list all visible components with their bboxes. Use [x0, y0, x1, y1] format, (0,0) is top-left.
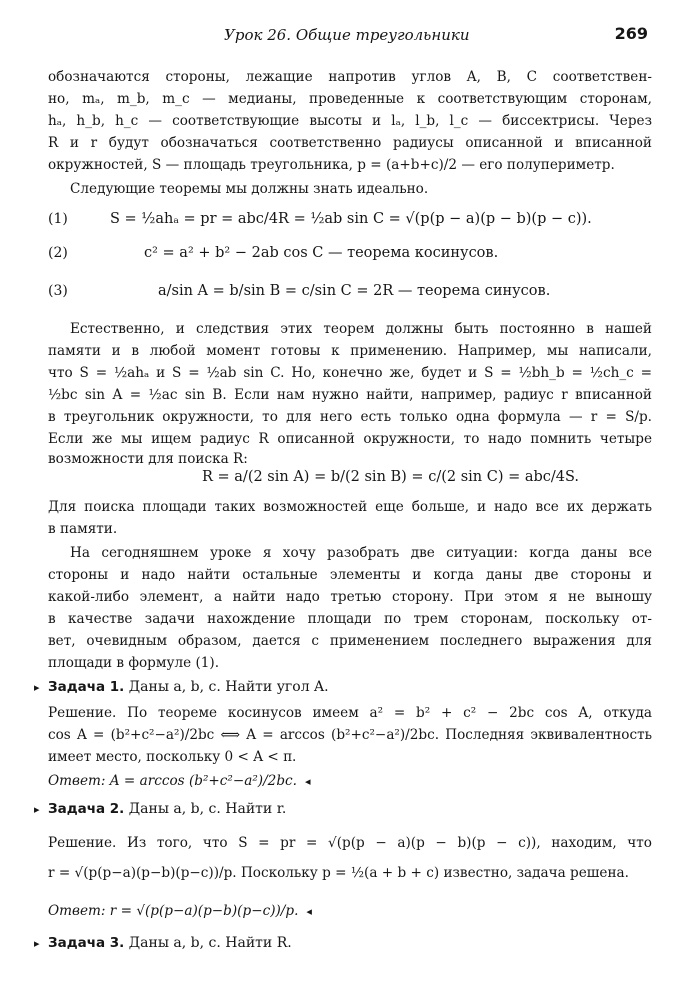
- header-title: Урок 26. Общие треугольники: [224, 26, 470, 44]
- text-line: На сегодняшнем уроке я хочу разобрать две ситуации: когда даны все: [70, 545, 652, 561]
- formula-sine-theorem: a/sin A = b/sin B = c/sin C = 2R — теорема синусов.: [158, 283, 551, 299]
- answer-text: Ответ: r = √(p(p−a)(p−b)(p−c))/p.: [48, 903, 299, 919]
- text-line: в треугольник окружности, то для него есть только одна формула — r = S/p.: [48, 409, 652, 425]
- formula-number: (2): [48, 245, 68, 261]
- running-header: [48, 22, 648, 46]
- task-label: Задача 2.: [48, 801, 125, 817]
- solution-line: Решение. По теореме косинусов имеем a² = b² + c² − 2bc cos A, откуда: [48, 705, 652, 721]
- text-line: что S = ½ahₐ и S = ½ab sin C. Но, конечно же, будет и S = ½bh_b = ½ch_c =: [48, 365, 652, 381]
- text-line: но, mₐ, m_b, m_c — медианы, проведенные к соответствующим сторонам,: [48, 91, 652, 107]
- text-line: стороны и надо найти остальные элементы и когда даны две стороны и: [48, 567, 652, 583]
- solution-line: Решение. Из того, что S = pr = √(p(p − a)(p − b)(p − c)), находим, что: [48, 835, 652, 851]
- formula-circumradius: R = a/(2 sin A) = b/(2 sin B) = c/(2 sin C) = abc/4S.: [202, 469, 580, 485]
- text-line: в качестве задачи нахождение площади по трем сторонам, поскольку от-: [48, 611, 652, 627]
- text-line: памяти и в любой момент готовы к применению. Например, мы написали,: [48, 343, 652, 359]
- text-line: вет, очевидным образом, дается с применением последнего выражения для: [48, 633, 652, 649]
- task-statement: Даны a, b, c. Найти угол A.: [128, 679, 329, 695]
- text-line: Для поиска площади таких возможностей еще больше, и надо все их держать: [48, 499, 652, 515]
- answer-line: [48, 770, 652, 793]
- triangle-right-icon: ▸: [34, 803, 40, 816]
- page-number: 269: [614, 24, 648, 43]
- triangle-left-icon: ◂: [304, 775, 311, 788]
- triangle-right-icon: ▸: [34, 937, 40, 950]
- task-1-heading: [34, 676, 652, 699]
- text-line: возможности для поиска R:: [48, 451, 248, 467]
- formula-cosine-theorem: c² = a² + b² − 2ab cos C — теорема косинусов.: [144, 245, 499, 261]
- text-line: Если же мы ищем радиус R описанной окружности, то надо помнить четыре: [48, 431, 652, 447]
- formula-area: S = ½ahₐ = pr = abc/4R = ½ab sin C = √(p(p − a)(p − b)(p − c)).: [110, 211, 592, 227]
- text-line: ½bc sin A = ½ac sin B. Если нам нужно найти, например, радиус r вписанной: [48, 387, 652, 403]
- formula-number: (1): [48, 211, 68, 227]
- text-line: R и r будут обозначаться соответственно радиусы описанной и вписанной: [48, 135, 652, 151]
- task-statement: Даны a, b, c. Найти R.: [128, 935, 292, 951]
- solution-line: имеет место, поскольку 0 < A < π.: [48, 749, 297, 765]
- answer-text: Ответ: A = arccos (b²+c²−a²)/2bc.: [48, 773, 297, 789]
- task-label: Задача 1.: [48, 679, 125, 695]
- text-line: какой-либо элемент, а найти надо третью сторону. При этом я не выношу: [48, 589, 652, 605]
- text-line: обозначаются стороны, лежащие напротив углов A, B, C соответствен-: [48, 69, 652, 85]
- text-line: Естественно, и следствия этих теорем должны быть постоянно в нашей: [70, 321, 652, 337]
- solution-line: cos A = (b²+c²−a²)/2bc ⟺ A = arccos (b²+c²−a²)/2bc. Последняя эквивалентность: [48, 727, 652, 743]
- text-line: окружностей, S — площадь треугольника, p = (a+b+c)/2 — его полупериметр.: [48, 157, 615, 173]
- solution-line: r = √(p(p−a)(p−b)(p−c))/p. Поскольку p = ½(a + b + c) известно, задача решена.: [48, 865, 629, 881]
- triangle-right-icon: ▸: [34, 681, 40, 694]
- formula-number: (3): [48, 283, 68, 299]
- task-statement: Даны a, b, c. Найти r.: [128, 801, 287, 817]
- task-2-heading: [34, 798, 652, 821]
- task-label: Задача 3.: [48, 935, 125, 951]
- task-3-heading: [34, 932, 652, 955]
- text-line: в памяти.: [48, 521, 118, 537]
- triangle-left-icon: ◂: [306, 905, 312, 918]
- text-line: Следующие теоремы мы должны знать идеально.: [70, 181, 429, 197]
- text-line: площади в формуле (1).: [48, 655, 220, 671]
- answer-line: [48, 900, 652, 923]
- text-line: hₐ, h_b, h_c — соответствующие высоты и lₐ, l_b, l_c — биссектрисы. Через: [48, 113, 652, 129]
